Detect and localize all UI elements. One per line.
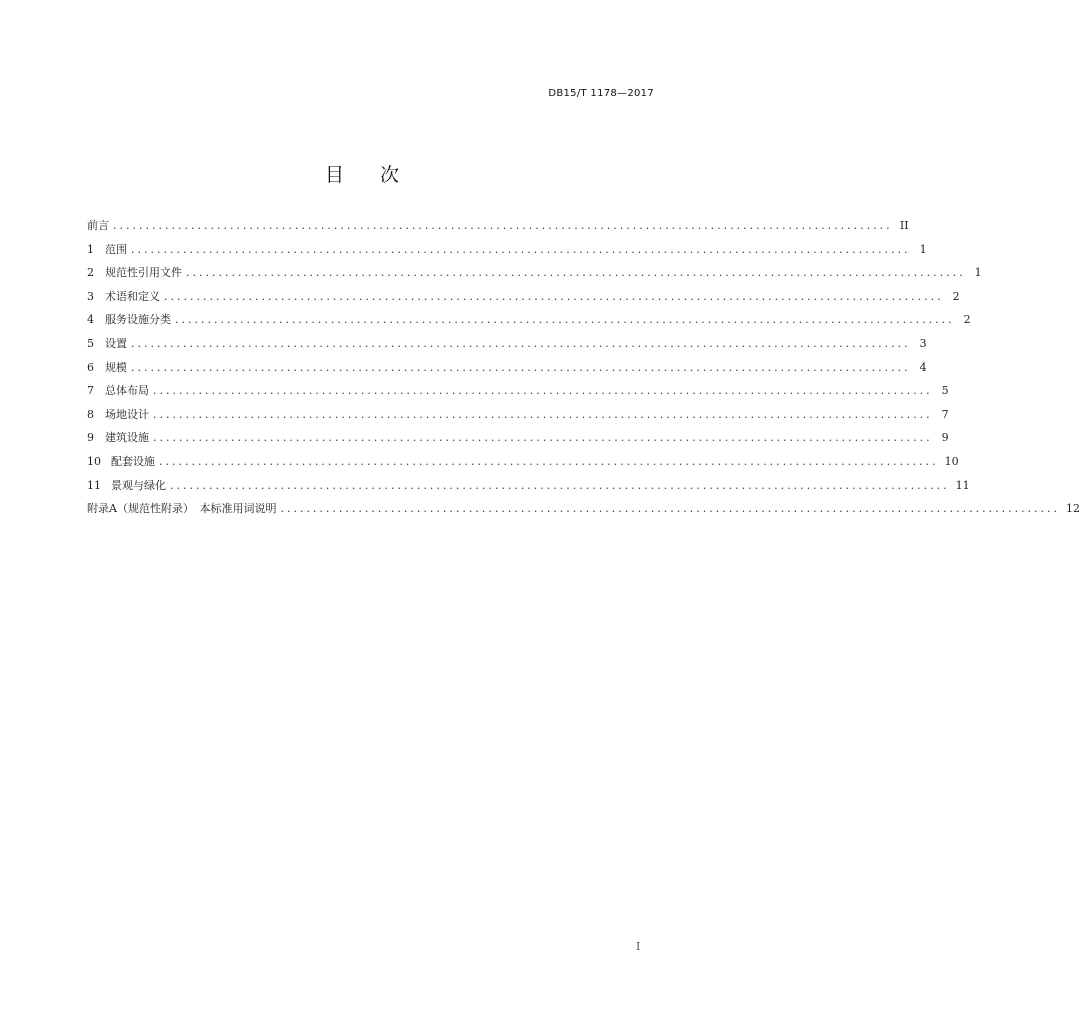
toc-entry-page: 2 xyxy=(963,313,971,327)
toc-leader-dots: ........................................................................................................................ xyxy=(280,502,1061,516)
toc-entry-page: 12 xyxy=(1066,502,1080,516)
page-number: I xyxy=(636,940,641,953)
toc-entry-title: 前言 xyxy=(87,219,109,232)
toc-leader-dots: ........................................................................................................................ xyxy=(175,313,955,327)
toc-entry-title: 规模 xyxy=(105,360,127,374)
toc-entry-site-design[interactable] xyxy=(87,406,949,430)
toc-entry-page: 3 xyxy=(919,336,927,350)
toc-entry-number: 9 xyxy=(87,431,94,445)
toc-entry-number: 3 xyxy=(87,289,94,303)
standard-code: DB15/T 1178—2017 xyxy=(548,88,654,99)
toc-entry-normative-references[interactable] xyxy=(87,264,982,288)
toc-entry-page: 7 xyxy=(941,407,949,421)
toc-leader-dots: ........................................................................................................................ xyxy=(131,336,911,350)
toc-leader-dots: ........................................................................................................................ xyxy=(153,407,933,421)
title-char-2: 次 xyxy=(380,164,400,186)
toc-entry-page: 1 xyxy=(919,242,927,256)
toc-entry-building-facilities[interactable] xyxy=(87,429,949,453)
toc-entry-layout[interactable] xyxy=(87,382,949,406)
toc-entry-number: 8 xyxy=(87,407,94,421)
toc-leader-dots: ........................................................................................................................ xyxy=(113,219,893,232)
toc-entry-terms[interactable] xyxy=(87,288,960,312)
toc-entry-number: 2 xyxy=(87,266,94,280)
toc-entry-title: 景观与绿化 xyxy=(111,478,166,492)
toc-entry-title: 范围 xyxy=(105,242,127,256)
page-title xyxy=(0,160,724,187)
toc-entry-setup[interactable] xyxy=(87,335,927,359)
toc-entry-page: 1 xyxy=(974,266,982,280)
toc-entry-supporting-facilities[interactable] xyxy=(87,453,959,477)
toc-entry-page: II xyxy=(899,219,909,232)
toc-entry-number: 7 xyxy=(87,384,94,398)
toc-entry-scope[interactable] xyxy=(87,241,927,265)
toc-entry-foreword[interactable] xyxy=(87,217,909,241)
toc-entry-page: 2 xyxy=(952,289,960,303)
toc-entry-title: 附录A（规范性附录） 本标准用词说明 xyxy=(87,502,277,516)
toc-entry-page: 9 xyxy=(941,431,949,445)
toc-entry-page: 10 xyxy=(944,454,959,468)
toc-entry-page: 4 xyxy=(919,360,927,374)
toc-leader-dots: ........................................................................................................................ xyxy=(159,454,939,468)
toc-entry-number: 11 xyxy=(87,478,101,492)
toc-entry-title: 建筑设施 xyxy=(105,431,149,445)
toc-entry-number: 5 xyxy=(87,336,94,350)
toc-entry-number: 4 xyxy=(87,313,94,327)
toc-entry-classification[interactable] xyxy=(87,311,971,335)
toc-leader-dots: ........................................................................................................................ xyxy=(131,360,911,374)
toc-entry-title: 术语和定义 xyxy=(105,289,160,303)
toc-leader-dots: ........................................................................................................................ xyxy=(170,478,950,492)
table-of-contents xyxy=(87,217,1080,524)
toc-entry-title: 设置 xyxy=(105,336,127,350)
toc-entry-title: 服务设施分类 xyxy=(105,313,171,327)
toc-leader-dots: ........................................................................................................................ xyxy=(164,289,944,303)
toc-leader-dots: ........................................................................................................................ xyxy=(153,384,933,398)
toc-entry-appendix-a[interactable] xyxy=(87,500,1080,524)
toc-entry-scale[interactable] xyxy=(87,359,927,383)
toc-entry-landscape[interactable] xyxy=(87,477,970,501)
toc-entry-title: 总体布局 xyxy=(105,384,149,398)
toc-entry-title: 场地设计 xyxy=(105,407,149,421)
toc-leader-dots: ........................................................................................................................ xyxy=(186,266,966,280)
toc-entry-title: 配套设施 xyxy=(111,454,155,468)
toc-entry-title: 规范性引用文件 xyxy=(105,266,182,280)
toc-entry-number: 1 xyxy=(87,242,94,256)
toc-leader-dots: ........................................................................................................................ xyxy=(131,242,911,256)
toc-leader-dots: ........................................................................................................................ xyxy=(153,431,933,445)
toc-entry-number: 10 xyxy=(87,454,101,468)
title-char-1: 目 xyxy=(324,164,344,186)
toc-entry-page: 5 xyxy=(941,384,949,398)
toc-entry-number: 6 xyxy=(87,360,94,374)
toc-entry-page: 11 xyxy=(955,478,970,492)
